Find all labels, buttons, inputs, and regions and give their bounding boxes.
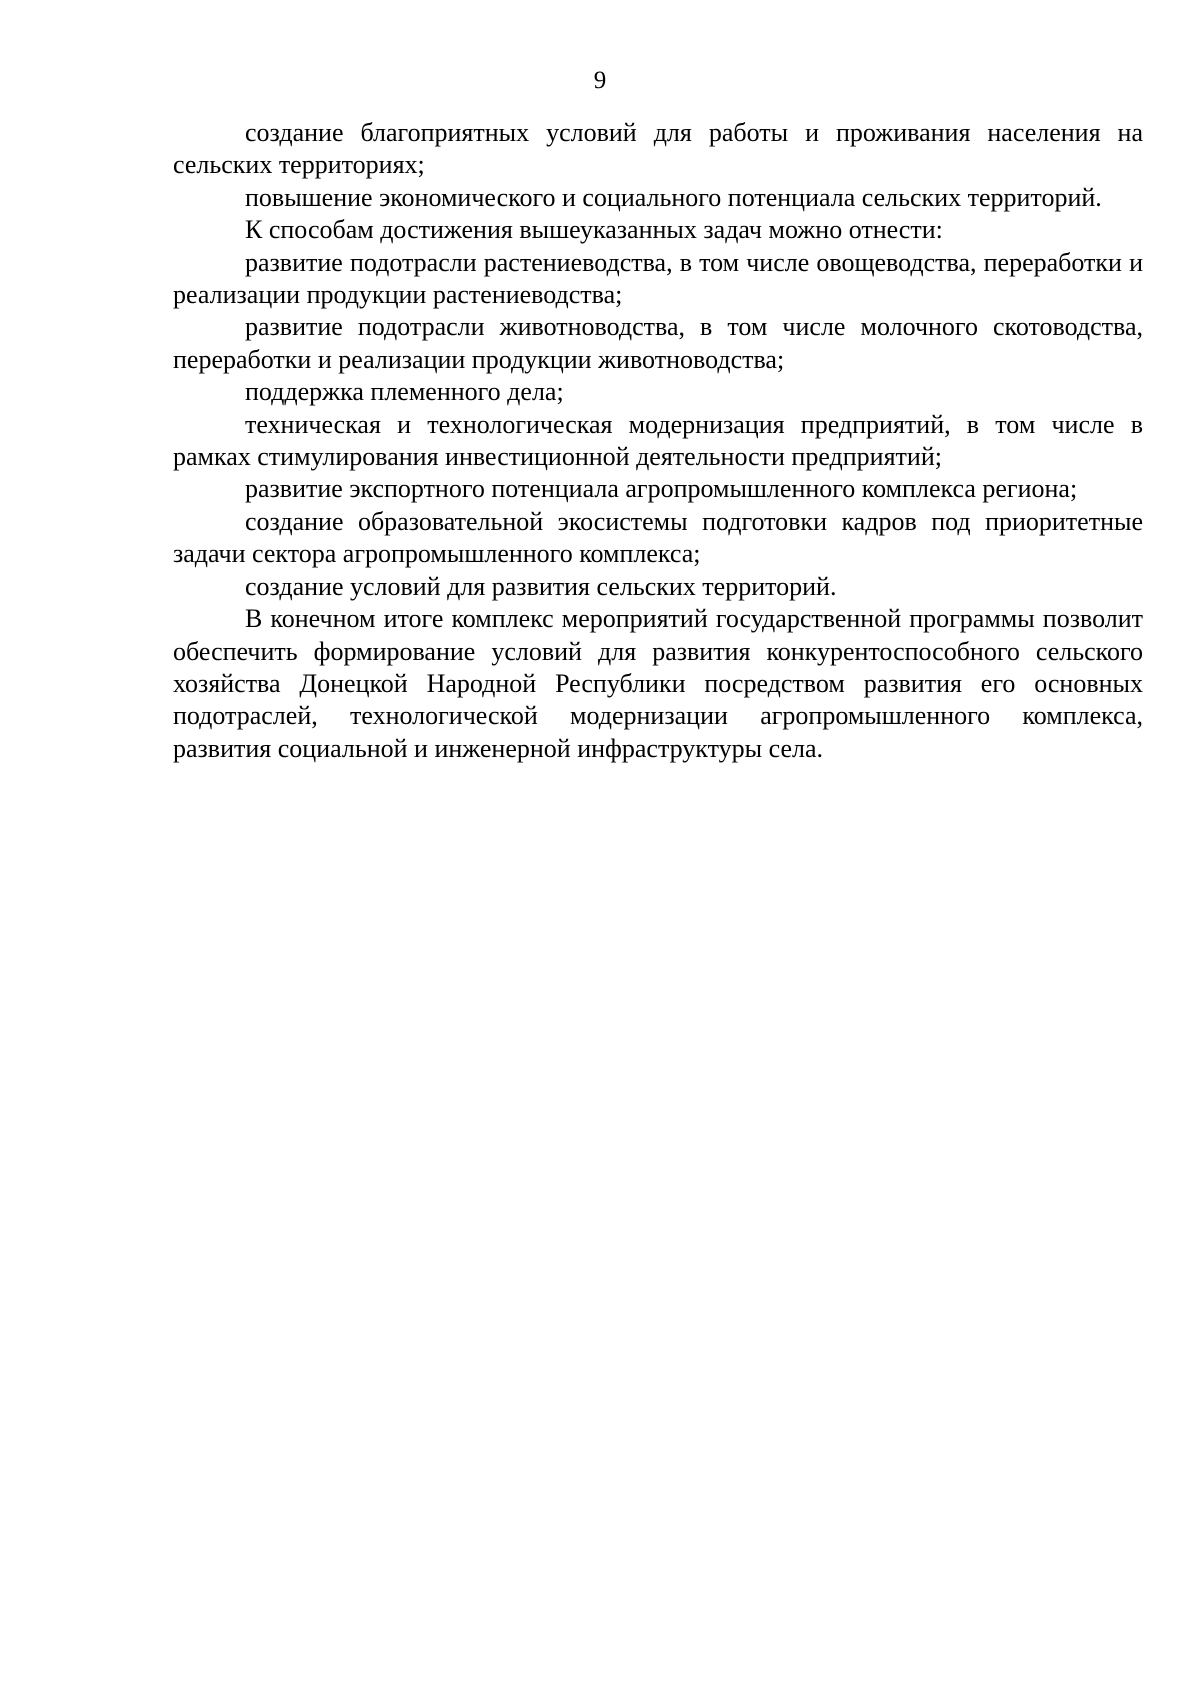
paragraph-education: создание образовательной экосистемы подготовки кадров под приоритетные задачи сектора агропромышленного комплекса; (173, 506, 1143, 569)
paragraph-export: развитие экспортного потенциала агропромышленного комплекса региона; (245, 474, 1078, 504)
paragraph-methods-intro: К способам достижения вышеуказанных задач можно отнести: (245, 215, 943, 245)
paragraph-breeding: поддержка племенного дела; (245, 377, 564, 407)
paragraph-rural-development: создание условий для развития сельских территорий. (245, 571, 837, 601)
paragraph-potential: повышение экономического и социального потенциала сельских территорий. (245, 182, 1102, 212)
document-body (173, 117, 1143, 765)
paragraph-livestock: развитие подотрасли животноводства, в том числе молочного скотоводства, переработки и реализации продукции животноводства; (173, 312, 1143, 374)
page-number: 9 (593, 67, 607, 94)
paragraph-conclusion: В конечном итоге комплекс мероприятий государственной программы позволит обеспечить формирование условий для развития конкурентоспособного сельского хозяйства Донецкой Народной Республики посредством развития его основных подотраслей, технологической модернизации агропромышленного комплекса, развития социальной и инженерной инфраструктуры села. (173, 604, 1143, 763)
paragraph-favorable-conditions: создание благоприятных условий для работы и проживания населения на сельских территориях; (173, 118, 1143, 180)
paragraph-crop-production: развитие подотрасли растениеводства, в том числе овощеводства, переработки и реализации продукции растениеводства; (173, 247, 1143, 310)
paragraph-modernization: техническая и технологическая модернизация предприятий, в том числе в рамках стимулирования инвестиционной деятельности предприятий; (173, 409, 1143, 472)
